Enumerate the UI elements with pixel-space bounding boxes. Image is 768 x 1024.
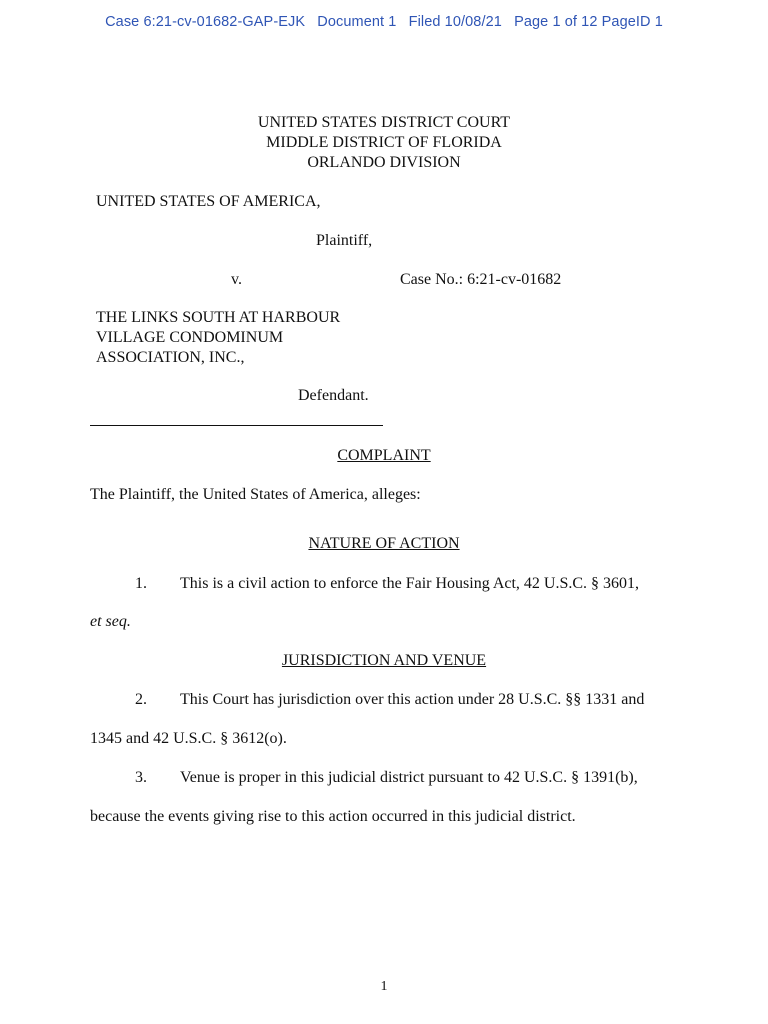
case-number: Case No.: 6:21-cv-01682	[400, 271, 562, 288]
section-heading-jurisdiction: JURISDICTION AND VENUE	[281, 652, 487, 669]
page-id-stamp: Page 1 of 12 PageID 1	[514, 14, 663, 30]
filed-date-stamp: Filed 10/08/21	[408, 14, 502, 30]
plaintiff-label: Plaintiff,	[316, 232, 373, 249]
paragraph-2-number: 2.	[135, 691, 147, 708]
defendant-label: Defendant.	[298, 387, 369, 404]
defendant-name-line-2: VILLAGE CONDOMINUM	[96, 329, 284, 346]
paragraph-1-number: 1.	[135, 575, 147, 592]
complaint-title: COMPLAINT	[337, 447, 431, 464]
defendant-name-line-1: THE LINKS SOUTH AT HARBOUR	[96, 309, 341, 326]
plaintiff-name: UNITED STATES OF AMERICA,	[96, 193, 321, 210]
section-heading-nature: NATURE OF ACTION	[308, 535, 460, 552]
court-division: ORLANDO DIVISION	[307, 154, 461, 171]
paragraph-3-number: 3.	[135, 769, 147, 786]
paragraph-2-line-1: This Court has jurisdiction over this action under 28 U.S.C. §§ 1331 and	[180, 691, 645, 708]
court-heading	[0, 113, 768, 173]
paragraph-3-line-1: Venue is proper in this judicial district pursuant to 42 U.S.C. § 1391(b),	[180, 769, 638, 786]
case-number-stamp: Case 6:21-cv-01682-GAP-EJK	[105, 14, 306, 30]
paragraph-2-line-2: 1345 and 42 U.S.C. § 3612(o).	[90, 730, 287, 747]
page-number: 1	[380, 979, 388, 994]
defendant-name-line-3: ASSOCIATION, INC.,	[96, 349, 245, 366]
document-number-stamp: Document 1	[317, 14, 397, 30]
versus: v.	[231, 271, 242, 288]
court-name: UNITED STATES DISTRICT COURT	[257, 114, 511, 131]
paragraph-3-line-2: because the events giving rise to this action occurred in this judicial district.	[90, 808, 576, 825]
caption-divider	[90, 425, 383, 426]
paragraph-1-line-2: et seq.	[90, 613, 131, 630]
intro-paragraph: The Plaintiff, the United States of America, alleges:	[90, 486, 421, 503]
filing-header	[0, 14, 768, 30]
paragraph-1-line-1: This is a civil action to enforce the Fair Housing Act, 42 U.S.C. § 3601,	[180, 575, 640, 592]
court-district: MIDDLE DISTRICT OF FLORIDA	[266, 134, 502, 151]
